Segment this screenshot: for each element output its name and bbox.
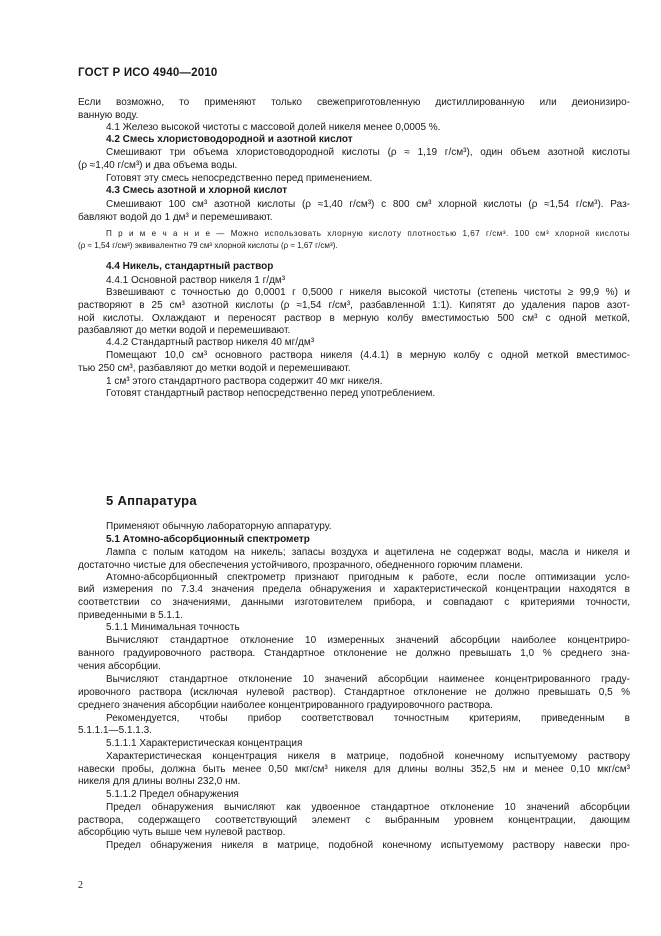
text-line: Если возможно, то применяют только свежеприготовленную дистиллированную или деионизиро- — [78, 97, 630, 108]
clause-4-4-1: 4.4.1 Основной раствор никеля 1 г/дм³ — [106, 274, 286, 286]
clause-5-1-1: 5.1.1 Минимальная точность — [106, 622, 240, 634]
clause-5-1-1-2: 5.1.1.2 Предел обнаружения — [106, 789, 239, 800]
text-line: вий измерения по 7.3.4 значения предела обнаружения и характеристической концентрации находятся в — [78, 584, 630, 596]
text-line: абсорбцию чуть выше чем нулевой раствор. — [78, 827, 286, 839]
text-line: Предел обнаружения никеля в матрице, подобной конечному испытуемому раствору навески про- — [106, 840, 630, 851]
text-line: Характеристическая концентрация никеля в матрице, подобной конечному испытуемому раствору — [106, 750, 630, 762]
text-line: Вычисляют стандартное отклонение 10 измеренных значений абсорбции наиболее концентриро- — [106, 635, 630, 647]
text-line: Взвешивают с точностью до 0,0001 г 0,5000 г никеля высокой чистоты (степень чистоты ≥ 99,9 %) и — [106, 287, 630, 299]
text-line: ванную воду. — [78, 109, 139, 121]
text-line: Применяют обычную лабораторную аппаратуру. — [106, 521, 332, 533]
text-line: чения абсорбции. — [78, 660, 161, 672]
text-line: Вычисляют стандартное отклонение 10 значений абсорбции наименее концентрированного граду- — [106, 674, 630, 686]
note-line: (ρ ≈ 1,54 г/см³) эквивалентно 79 см³ хлорной кислоты (ρ ≈ 1,67 г/см³). — [78, 240, 338, 250]
text-line: Готовят стандартный раствор непосредственно перед употреблением. — [106, 388, 436, 400]
text-line: Помещают 10,0 см³ основного раствора никеля (4.4.1) в мерную колбу с одной меткой вместимос- — [106, 350, 630, 362]
text-line: (ρ ≈1,40 г/см³) и два объема воды. — [78, 159, 238, 171]
text-line: Смешивают 100 см³ азотной кислоты (ρ ≈1,40 г/см³) с 800 см³ хлорной кислоты (ρ ≈1,54 г/см³). Раз- — [106, 198, 630, 210]
text-line: Атомно-абсорбционный спектрометр признают пригодным к работе, если после оптимизации усло- — [106, 572, 630, 584]
document-header: ГОСТ Р ИСО 4940—2010 — [78, 67, 218, 79]
text-line: ной кислоты. Охлаждают и переносят раствор в мерную колбу вместимостью 500 см³ с одной меткой, — [78, 312, 630, 324]
text-line: Готовят эту смесь непосредственно перед применением. — [106, 172, 373, 184]
clause-4-2-heading: 4.2 Смесь хлористоводородной и азотной кислот — [106, 134, 353, 146]
section-5-heading: 5 Аппаратура — [106, 493, 197, 509]
text-line: Лампа с полым катодом на никель; запасы воздуха и ацетилена не содержат воды, масла и никеля и — [106, 546, 630, 558]
text-line: ванного градуировочного раствора. Стандартное отклонение не должно превышать 1,0 % среднего зна- — [78, 647, 630, 659]
clause-5-1-heading: 5.1 Атомно-абсорбционный спектрометр — [106, 534, 310, 546]
text-line: соответствии со значениями, данными изготовителем прибора, и совпадают с критериями точности, — [78, 596, 630, 608]
text-line: никеля для длины волны 232,0 нм. — [78, 776, 241, 788]
clause-5-1-1-1: 5.1.1.1 Характеристическая концентрация — [106, 738, 303, 750]
text-line: навески пробы, должна быть менее 0,50 мкг/см³ никеля для длины волны 352,5 нм и менее 0,10 мкг/см³ — [78, 763, 630, 775]
text-line: Предел обнаружения вычисляют как удвоенное стандартное отклонение 10 значений абсорбции — [106, 801, 630, 813]
text-line: приведенными в 5.1.1. — [78, 609, 184, 621]
text-line: Смешивают три объема хлористоводородной кислоты (ρ ≈ 1,19 г/см³), один объем азотной кислоты — [106, 147, 630, 159]
text-line: достаточно чистые для обеспечения устойчивого, прозрачного, обедненного горючим пламени. — [78, 559, 523, 571]
text-line: бавляют водой до 1 дм³ и перемешивают. — [78, 211, 273, 223]
text-line: тью 250 см³, разбавляют до метки водой и перемешивают. — [78, 362, 351, 374]
text-line: растворяют в 25 см³ азотной кислоты (ρ ≈1,54 г/см³, разбавленной 1:1). Кипятят до удаления паров азот- — [78, 300, 630, 312]
text-line: разбавляют до метки водой и перемешивают. — [78, 324, 291, 336]
clause-4-4-2: 4.4.2 Стандартный раствор никеля 40 мг/дм³ — [106, 337, 315, 349]
text-line: среднего значения абсорбции наиболее концентрированного градуировочного раствора. — [78, 699, 493, 711]
page-number: 2 — [78, 880, 83, 891]
text-line: раствора, содержащего соответствующий элемент с выбранным уровнем концентрации, дающим — [78, 814, 630, 826]
text-line: 1 см³ этого стандартного раствора содержит 40 мкг никеля. — [106, 375, 383, 387]
text-line: 5.1.1.1—5.1.1.3. — [78, 725, 152, 737]
clause-4-1: 4.1 Железо высокой чистоты с массовой долей никеля менее 0,0005 %. — [106, 121, 441, 133]
clause-4-4-heading: 4.4 Никель, стандартный раствор — [106, 260, 274, 272]
note-line: П р и м е ч а н и е — Можно использовать хлорную кислоту плотностью 1,67 г/см³. 100 см³ хлорной кислоты — [106, 229, 630, 239]
text-line: ировочного раствора (исключая нулевой раствор). Стандартное отклонение не должно превышать 0,5 % — [78, 687, 630, 699]
clause-4-3-heading: 4.3 Смесь азотной и хлорной кислот — [106, 185, 288, 197]
text-line: Рекомендуется, чтобы прибор соответствовал точностным критериям, приведенным в — [106, 712, 630, 724]
